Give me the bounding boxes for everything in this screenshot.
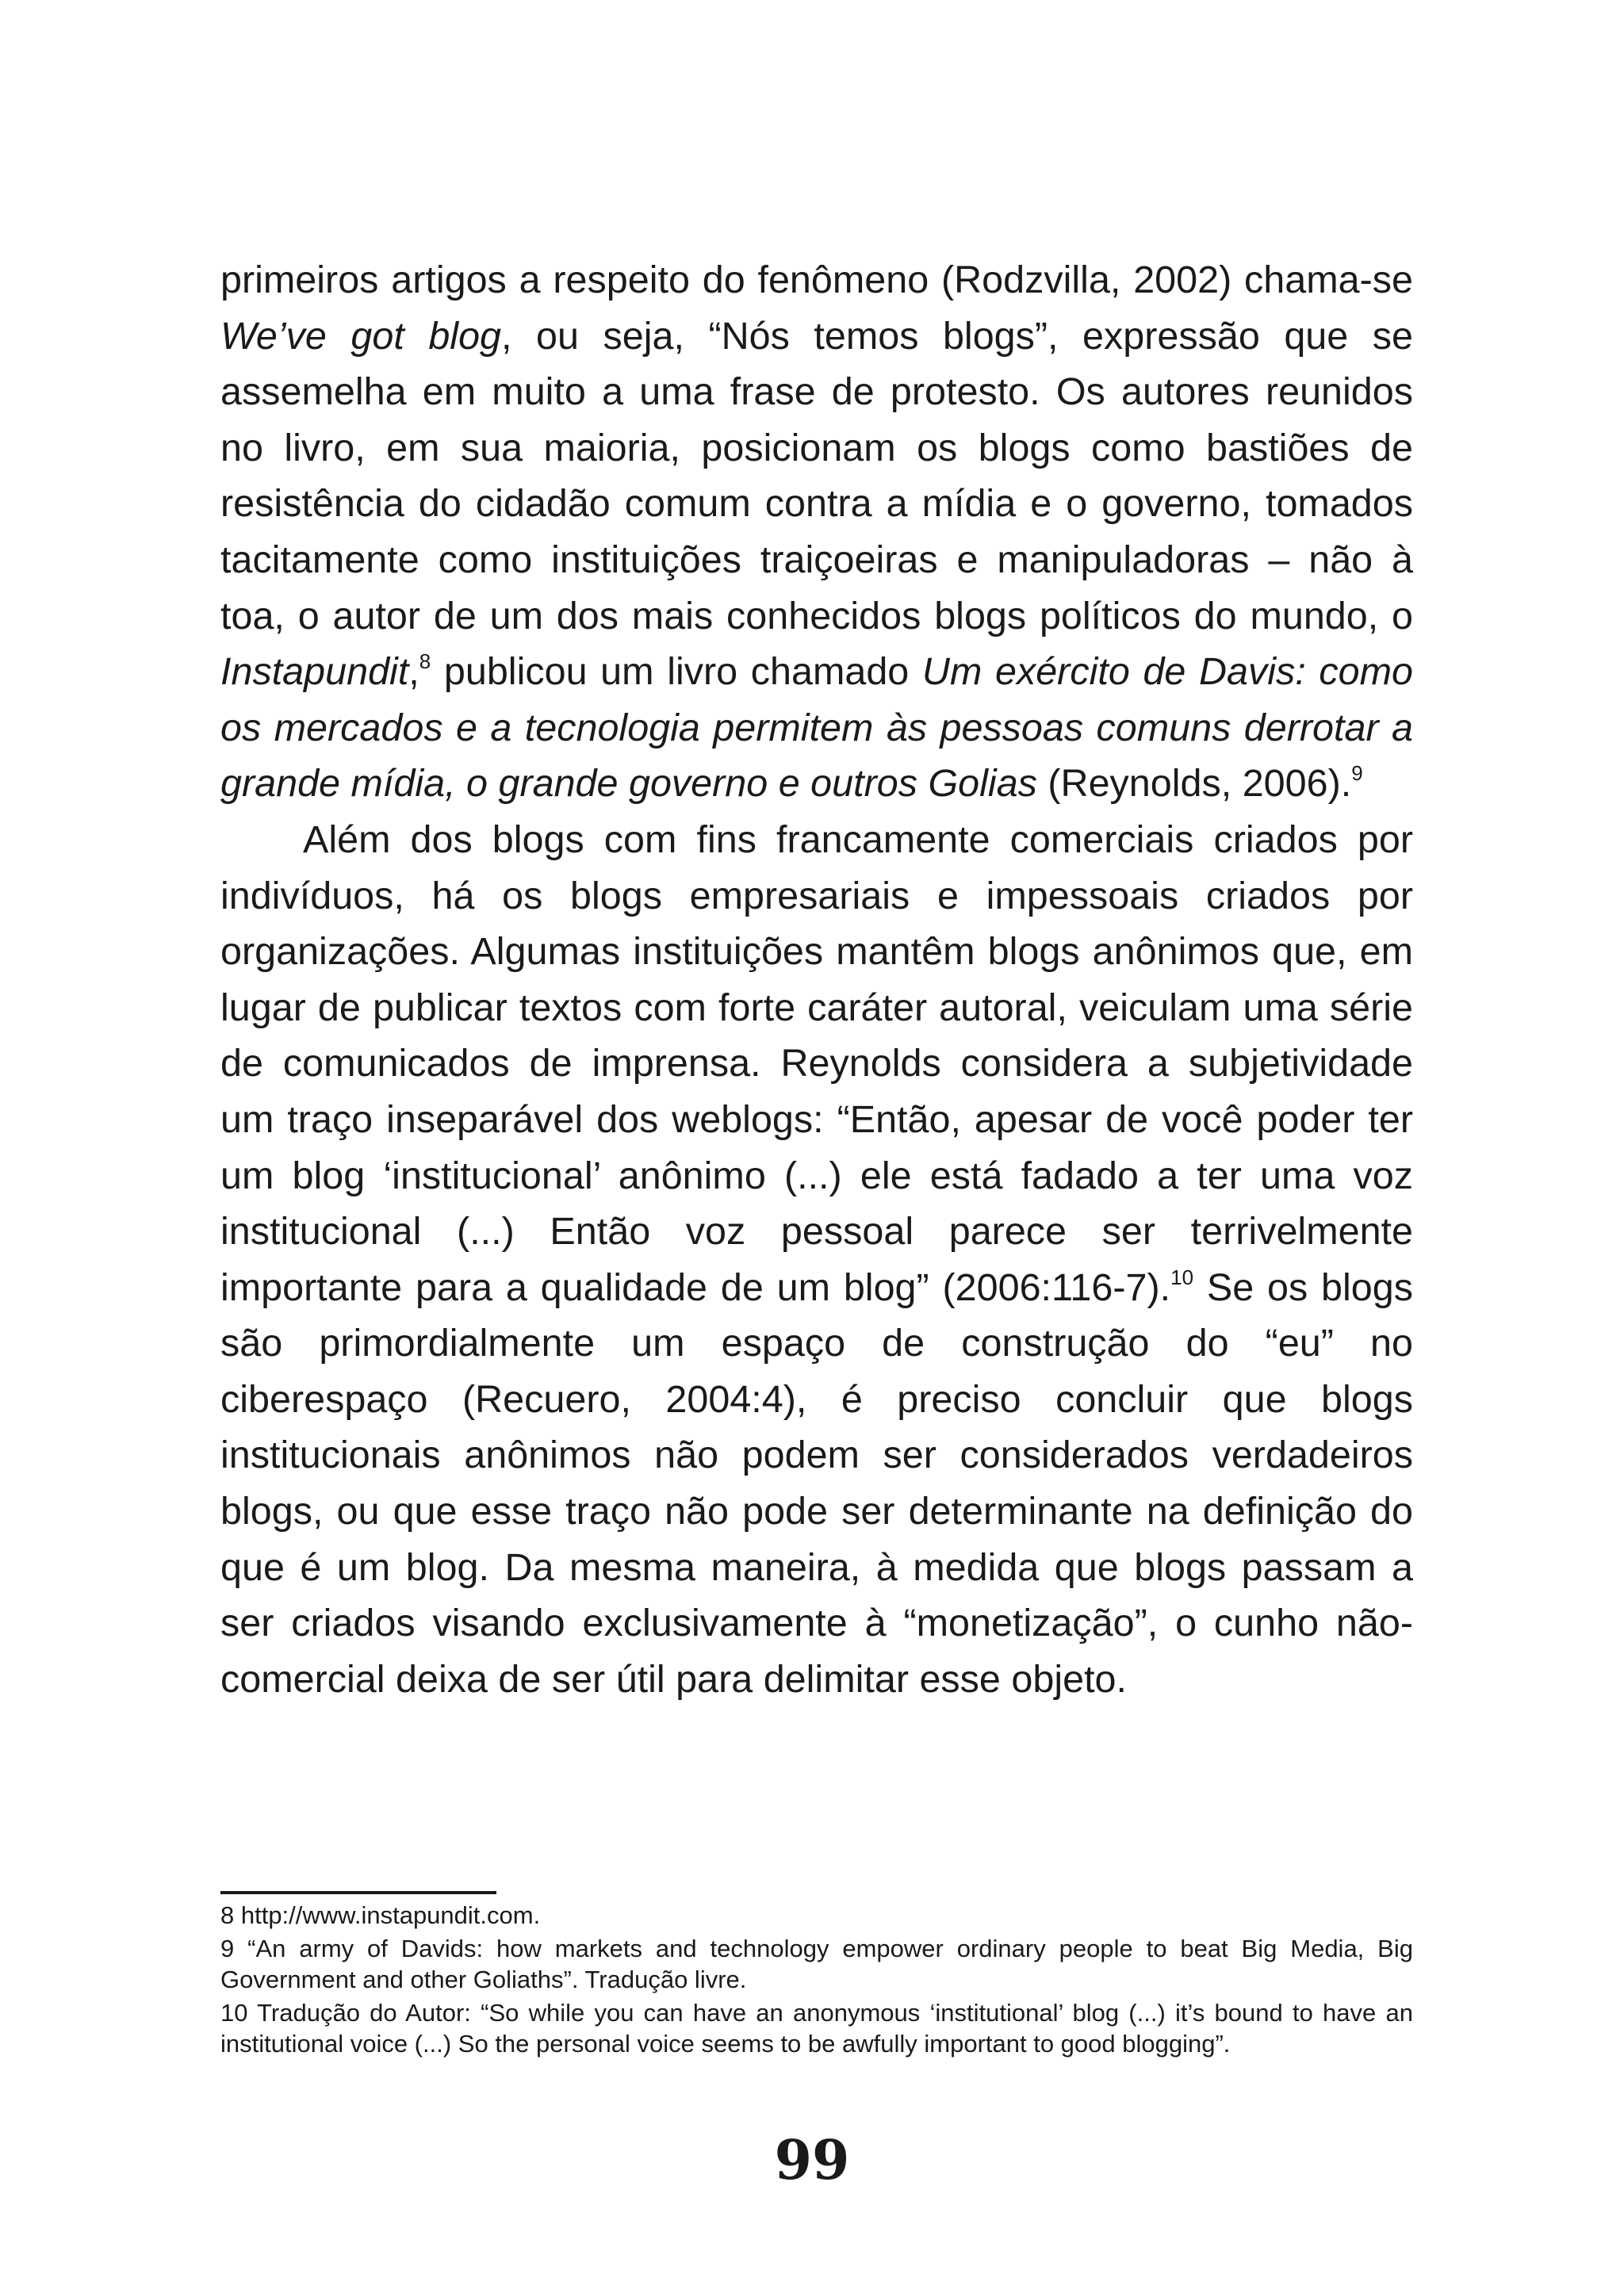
paragraph-2-text-2: Se os blogs são primordialmente um espaço de construção do “eu” no ciberespaço (Recuero, 2004:4), é preciso concluir que blogs institucionais anônimos não podem ser considerados verdadeiros blogs, ou que esse traço não pode ser determinante na definição do que é um blog. Da mesma maneira, à medida que blogs passam a ser criados visando exclusivamente à “monetização”, o cunho não-comercial deixa de ser útil para delimitar esse objeto.	[220, 1265, 1414, 1701]
paragraph-1-text-3: ,	[408, 650, 419, 694]
footnote-ref-10: 10	[1170, 1265, 1194, 1289]
paragraph-1-text-1: primeiros artigos a respeito do fenômeno (Rodzvilla, 2002) chama-se	[220, 258, 1413, 301]
italic-title-weve-got-blog: We’ve got blog	[220, 314, 502, 358]
footnote-9: 9 “An army of Davids: how markets and technology empower ordinary people to beat Big Media, Big Government and other Goliaths”. Tradução livre.	[220, 1934, 1413, 1993]
italic-instapundit: Instapundit	[220, 650, 409, 694]
paragraph-1	[220, 252, 1413, 812]
footnote-8: 8 http://www.instapundit.com.	[220, 1901, 541, 1929]
footnote-ref-9: 9	[1351, 761, 1363, 786]
paragraph-2-text-1: Além dos blogs com fins francamente comerciais criados por indivíduos, há os blogs empresariais e impessoais criados por organizações. Algumas instituições mantêm blogs anônimos que, em lugar de publicar textos com forte caráter autoral, veiculam uma série de comunicados de imprensa. Reynolds considera a subjetividade um traço inseparável dos weblogs: “Então, apesar de você poder ter um blog ‘institucional’ anônimo (...) ele está fadado a ter uma voz institucional (...) Então voz pessoal parece ser terrivelmente importante para a qualidade de um blog” (2006:116-7).	[220, 817, 1413, 1309]
footnote-separator	[220, 1891, 496, 1894]
italic-book-title: Um exército de Davis: como os mercados e a tecnologia permitem às pessoas comuns derrotar a grande mídia, o grande governo e outros Golias	[220, 650, 1414, 806]
body-text	[220, 252, 1413, 1707]
paragraph-1-text-5: (Reynolds, 2006).	[1036, 762, 1352, 806]
page-number: 99	[774, 2129, 850, 2192]
paragraph-1-text-4: publicou um livro chamado	[431, 650, 922, 694]
paragraph-2	[220, 812, 1413, 1708]
footnotes	[220, 1900, 1413, 2062]
footnote-10: 10 Tradução do Autor: “So while you can have an anonymous ‘institutional’ blog (...) it’s bound to have an institutional voice (...) So the personal voice seems to be awfully important to good blogging”.	[220, 1998, 1413, 2058]
paragraph-1-text-2: , ou seja, “Nós temos blogs”, expressão que se assemelha em muito a uma frase de protesto. Os autores reunidos no livro, em sua maioria, posicionam os blogs como bastiões de resistência do cidadão comum contra a mídia e o governo, tomados tacitamente como instituições traiçoeiras e manipuladoras – não à toa, o autor de um dos mais conhecidos blogs políticos do mundo, o	[220, 314, 1413, 637]
footnote-ref-8: 8	[419, 649, 431, 674]
